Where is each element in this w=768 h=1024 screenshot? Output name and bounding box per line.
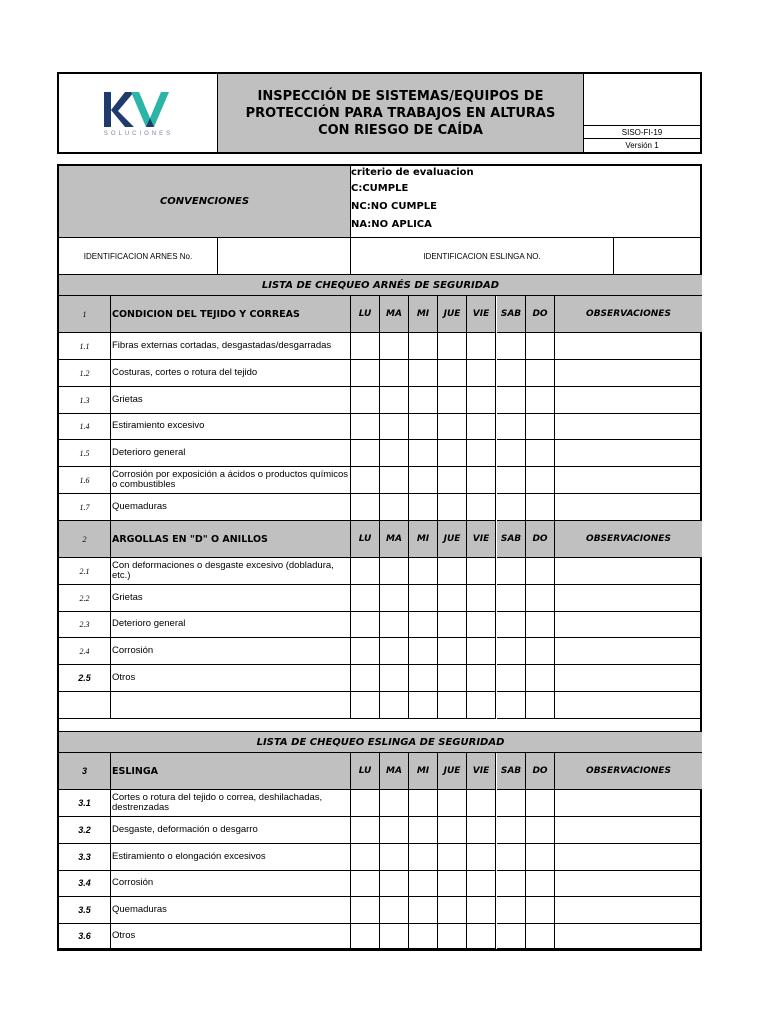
item-description: Estiramiento excesivo: [111, 413, 351, 440]
check-cell-jue[interactable]: [438, 387, 467, 414]
day-header-lu: LU: [351, 753, 380, 790]
criteria-title: criterio de evaluacion: [351, 167, 474, 178]
item-number: 2.3: [59, 611, 111, 638]
check-cell-sab[interactable]: [497, 638, 526, 665]
day-header-jue: JUE: [438, 753, 467, 790]
item-description: Grietas: [111, 585, 351, 612]
check-cell-sab[interactable]: [497, 665, 526, 692]
item-description: Grietas: [111, 387, 351, 414]
item-description: [111, 692, 351, 719]
check-cell-vie[interactable]: [467, 638, 496, 665]
check-cell-mi[interactable]: [409, 494, 438, 521]
checklist-table: [57, 164, 702, 951]
day-header-mi: MI: [409, 753, 438, 790]
check-cell-ma[interactable]: [380, 692, 409, 719]
eslinga-id-field[interactable]: [614, 238, 702, 275]
item-number: 1.5: [59, 440, 111, 467]
observations-header: OBSERVACIONES: [555, 753, 702, 790]
day-header-sab: SAB: [497, 753, 526, 790]
day-header-do: DO: [526, 753, 555, 790]
check-cell-ma[interactable]: [380, 387, 409, 414]
item-description: Desgaste, deformación o desgarro: [111, 817, 351, 844]
check-cell-do[interactable]: [526, 558, 555, 585]
check-cell-lu[interactable]: [351, 558, 380, 585]
check-cell-jue[interactable]: [438, 585, 467, 612]
check-cell-ma[interactable]: [380, 870, 409, 897]
check-cell-ma[interactable]: [380, 897, 409, 924]
day-header-ma: MA: [380, 296, 409, 333]
check-cell-lu[interactable]: [351, 817, 380, 844]
criteria-na: NA:NO APLICA: [351, 219, 432, 230]
check-cell-sab[interactable]: [497, 413, 526, 440]
kv-logo: [59, 74, 218, 152]
item-number: 3.1: [59, 790, 111, 817]
observations-cell[interactable]: [555, 585, 702, 612]
group-title: CONDICION DEL TEJIDO Y CORREAS: [111, 296, 351, 333]
check-cell-lu[interactable]: [351, 585, 380, 612]
form-code: SISO-FI-19: [584, 125, 700, 139]
item-number: 2.1: [59, 558, 111, 585]
check-cell-ma[interactable]: [380, 585, 409, 612]
check-cell-lu[interactable]: [351, 638, 380, 665]
item-number: 3.2: [59, 817, 111, 844]
check-cell-jue[interactable]: [438, 692, 467, 719]
form-header: [57, 72, 702, 154]
check-cell-lu[interactable]: [351, 844, 380, 871]
check-cell-ma[interactable]: [380, 467, 409, 494]
check-cell-ma[interactable]: [380, 558, 409, 585]
check-cell-sab[interactable]: [497, 897, 526, 924]
check-cell-sab[interactable]: [497, 333, 526, 360]
check-cell-lu[interactable]: [351, 467, 380, 494]
check-cell-jue[interactable]: [438, 440, 467, 467]
check-cell-jue[interactable]: [438, 467, 467, 494]
check-cell-mi[interactable]: [409, 360, 438, 387]
check-cell-vie[interactable]: [467, 817, 496, 844]
group-number: 1: [59, 296, 111, 333]
item-number: 1.7: [59, 494, 111, 521]
check-cell-ma[interactable]: [380, 611, 409, 638]
check-cell-mi[interactable]: [409, 692, 438, 719]
check-cell-lu[interactable]: [351, 387, 380, 414]
check-cell-lu[interactable]: [351, 692, 380, 719]
check-cell-sab[interactable]: [497, 844, 526, 871]
check-cell-mi[interactable]: [409, 611, 438, 638]
observations-cell[interactable]: [555, 897, 702, 924]
check-cell-vie[interactable]: [467, 494, 496, 521]
check-cell-lu[interactable]: [351, 440, 380, 467]
check-cell-lu[interactable]: [351, 360, 380, 387]
observations-cell[interactable]: [555, 924, 702, 949]
logo-subtitle: SOLUCIONES: [103, 131, 174, 137]
check-cell-mi[interactable]: [409, 817, 438, 844]
check-cell-do[interactable]: [526, 585, 555, 612]
check-cell-jue[interactable]: [438, 790, 467, 817]
observations-cell[interactable]: [555, 692, 702, 719]
item-description: Cortes o rotura del tejido o correa, deshilachadas, destrenzadas: [111, 790, 351, 817]
form-title: INSPECCIÓN DE SISTEMAS/EQUIPOS DE PROTECCIÓN PARA TRABAJOS EN ALTURAS CON RIESGO DE CAÍDA: [218, 74, 584, 152]
check-cell-jue[interactable]: [438, 494, 467, 521]
check-cell-lu[interactable]: [351, 897, 380, 924]
check-cell-jue[interactable]: [438, 870, 467, 897]
group-number: 2: [59, 521, 111, 558]
item-description: Otros: [111, 665, 351, 692]
check-cell-vie[interactable]: [467, 665, 496, 692]
check-cell-do[interactable]: [526, 790, 555, 817]
check-cell-vie[interactable]: [467, 467, 496, 494]
check-cell-jue[interactable]: [438, 360, 467, 387]
check-cell-do[interactable]: [526, 494, 555, 521]
check-cell-sab[interactable]: [497, 692, 526, 719]
check-cell-jue[interactable]: [438, 611, 467, 638]
item-description: Corrosión: [111, 870, 351, 897]
check-cell-ma[interactable]: [380, 844, 409, 871]
check-cell-sab[interactable]: [497, 360, 526, 387]
check-cell-vie[interactable]: [467, 692, 496, 719]
day-header-do: DO: [526, 521, 555, 558]
check-cell-do[interactable]: [526, 844, 555, 871]
item-number: 3.3: [59, 844, 111, 871]
check-cell-mi[interactable]: [409, 844, 438, 871]
check-cell-mi[interactable]: [409, 638, 438, 665]
check-cell-sab[interactable]: [497, 817, 526, 844]
check-cell-mi[interactable]: [409, 924, 438, 949]
eslinga-section-title: LISTA DE CHEQUEO ESLINGA DE SEGURIDAD: [59, 732, 702, 753]
check-cell-vie[interactable]: [467, 924, 496, 949]
check-cell-sab[interactable]: [497, 790, 526, 817]
item-number: 1.2: [59, 360, 111, 387]
check-cell-do[interactable]: [526, 665, 555, 692]
check-cell-vie[interactable]: [467, 611, 496, 638]
check-cell-do[interactable]: [526, 611, 555, 638]
item-description: Costuras, cortes o rotura del tejido: [111, 360, 351, 387]
check-cell-mi[interactable]: [409, 440, 438, 467]
observations-cell[interactable]: [555, 638, 702, 665]
check-cell-ma[interactable]: [380, 333, 409, 360]
day-header-sab: SAB: [497, 521, 526, 558]
check-cell-sab[interactable]: [497, 870, 526, 897]
item-description: Deterioro general: [111, 611, 351, 638]
check-cell-sab[interactable]: [497, 467, 526, 494]
check-cell-do[interactable]: [526, 638, 555, 665]
day-header-sab: SAB: [497, 296, 526, 333]
check-cell-lu[interactable]: [351, 870, 380, 897]
check-cell-vie[interactable]: [467, 844, 496, 871]
observations-cell[interactable]: [555, 494, 702, 521]
check-cell-vie[interactable]: [467, 413, 496, 440]
check-cell-ma[interactable]: [380, 817, 409, 844]
observations-cell[interactable]: [555, 360, 702, 387]
form-version: Versión 1: [584, 138, 700, 152]
check-cell-vie[interactable]: [467, 360, 496, 387]
check-cell-do[interactable]: [526, 387, 555, 414]
check-cell-lu[interactable]: [351, 665, 380, 692]
check-cell-jue[interactable]: [438, 413, 467, 440]
check-cell-jue[interactable]: [438, 844, 467, 871]
item-description: Estiramiento o elongación excesivos: [111, 844, 351, 871]
check-cell-sab[interactable]: [497, 494, 526, 521]
check-cell-do[interactable]: [526, 360, 555, 387]
item-description: Fibras externas cortadas, desgastadas/desgarradas: [111, 333, 351, 360]
check-cell-mi[interactable]: [409, 387, 438, 414]
check-cell-vie[interactable]: [467, 440, 496, 467]
check-cell-vie[interactable]: [467, 585, 496, 612]
day-header-jue: JUE: [438, 296, 467, 333]
check-cell-lu[interactable]: [351, 333, 380, 360]
check-cell-sab[interactable]: [497, 585, 526, 612]
group-number: 3: [59, 753, 111, 790]
item-description: Quemaduras: [111, 494, 351, 521]
check-cell-vie[interactable]: [467, 387, 496, 414]
observations-header: OBSERVACIONES: [555, 521, 702, 558]
arnes-section-title: LISTA DE CHEQUEO ARNÉS DE SEGURIDAD: [59, 275, 702, 296]
item-description: Deterioro general: [111, 440, 351, 467]
check-cell-do[interactable]: [526, 924, 555, 949]
day-header-lu: LU: [351, 296, 380, 333]
observations-cell[interactable]: [555, 440, 702, 467]
check-cell-vie[interactable]: [467, 333, 496, 360]
observations-header: OBSERVACIONES: [555, 296, 702, 333]
check-cell-do[interactable]: [526, 440, 555, 467]
observations-cell[interactable]: [555, 844, 702, 871]
item-description: Corrosión: [111, 638, 351, 665]
day-header-vie: VIE: [467, 521, 496, 558]
day-header-do: DO: [526, 296, 555, 333]
item-number: 1.3: [59, 387, 111, 414]
arnes-id-label: IDENTIFICACION ARNES No.: [59, 238, 218, 275]
check-cell-vie[interactable]: [467, 558, 496, 585]
observations-cell[interactable]: [555, 387, 702, 414]
item-number: 3.5: [59, 897, 111, 924]
item-number: 1.1: [59, 333, 111, 360]
criteria-nc: NC:NO CUMPLE: [351, 201, 438, 212]
spacer-row: [59, 719, 702, 732]
observations-cell[interactable]: [555, 817, 702, 844]
item-description: Con deformaciones o desgaste excesivo (dobladura, etc.): [111, 558, 351, 585]
item-description: Otros: [111, 924, 351, 949]
check-cell-sab[interactable]: [497, 611, 526, 638]
observations-cell[interactable]: [555, 611, 702, 638]
criteria-c: C:CUMPLE: [351, 183, 409, 194]
check-cell-do[interactable]: [526, 467, 555, 494]
check-cell-lu[interactable]: [351, 924, 380, 949]
item-number: 2.2: [59, 585, 111, 612]
check-cell-ma[interactable]: [380, 413, 409, 440]
check-cell-lu[interactable]: [351, 413, 380, 440]
day-header-ma: MA: [380, 521, 409, 558]
item-number: [59, 692, 111, 719]
check-cell-sab[interactable]: [497, 558, 526, 585]
check-cell-mi[interactable]: [409, 467, 438, 494]
item-description: Corrosión por exposición a ácidos o productos químicos o combustibles: [111, 467, 351, 494]
check-cell-jue[interactable]: [438, 924, 467, 949]
item-number: 3.4: [59, 870, 111, 897]
check-cell-jue[interactable]: [438, 558, 467, 585]
check-cell-ma[interactable]: [380, 360, 409, 387]
observations-cell[interactable]: [555, 333, 702, 360]
day-header-mi: MI: [409, 296, 438, 333]
check-cell-ma[interactable]: [380, 924, 409, 949]
check-cell-do[interactable]: [526, 897, 555, 924]
check-cell-mi[interactable]: [409, 585, 438, 612]
observations-cell[interactable]: [555, 870, 702, 897]
conventions-label: CONVENCIONES: [59, 166, 351, 238]
day-header-mi: MI: [409, 521, 438, 558]
check-cell-jue[interactable]: [438, 665, 467, 692]
check-cell-mi[interactable]: [409, 790, 438, 817]
observations-cell[interactable]: [555, 558, 702, 585]
check-cell-do[interactable]: [526, 413, 555, 440]
check-cell-mi[interactable]: [409, 413, 438, 440]
group-title: ESLINGA: [111, 753, 351, 790]
day-header-ma: MA: [380, 753, 409, 790]
check-cell-jue[interactable]: [438, 638, 467, 665]
item-number: 1.4: [59, 413, 111, 440]
check-cell-vie[interactable]: [467, 790, 496, 817]
arnes-id-field[interactable]: [218, 238, 351, 275]
check-cell-ma[interactable]: [380, 638, 409, 665]
check-cell-do[interactable]: [526, 692, 555, 719]
check-cell-do[interactable]: [526, 870, 555, 897]
check-cell-ma[interactable]: [380, 494, 409, 521]
check-cell-mi[interactable]: [409, 665, 438, 692]
logo-cell: [59, 74, 218, 152]
item-description: Quemaduras: [111, 897, 351, 924]
check-cell-sab[interactable]: [497, 387, 526, 414]
check-cell-mi[interactable]: [409, 897, 438, 924]
check-cell-mi[interactable]: [409, 558, 438, 585]
check-cell-mi[interactable]: [409, 870, 438, 897]
day-header-vie: VIE: [467, 753, 496, 790]
item-number: 2.5: [59, 665, 111, 692]
eslinga-id-label: IDENTIFICACION ESLINGA NO.: [351, 238, 614, 275]
check-cell-lu[interactable]: [351, 494, 380, 521]
check-cell-jue[interactable]: [438, 897, 467, 924]
observations-cell[interactable]: [555, 413, 702, 440]
check-cell-sab[interactable]: [497, 924, 526, 949]
observations-cell[interactable]: [555, 790, 702, 817]
criteria-box: [351, 166, 702, 238]
observations-cell[interactable]: [555, 665, 702, 692]
check-cell-ma[interactable]: [380, 440, 409, 467]
group-title: ARGOLLAS EN "D" O ANILLOS: [111, 521, 351, 558]
check-cell-ma[interactable]: [380, 790, 409, 817]
item-number: 2.4: [59, 638, 111, 665]
day-header-lu: LU: [351, 521, 380, 558]
item-number: 1.6: [59, 467, 111, 494]
check-cell-jue[interactable]: [438, 817, 467, 844]
observations-cell[interactable]: [555, 467, 702, 494]
check-cell-vie[interactable]: [467, 897, 496, 924]
day-header-jue: JUE: [438, 521, 467, 558]
check-cell-lu[interactable]: [351, 790, 380, 817]
check-cell-do[interactable]: [526, 333, 555, 360]
item-number: 3.6: [59, 924, 111, 949]
check-cell-jue[interactable]: [438, 333, 467, 360]
check-cell-sab[interactable]: [497, 440, 526, 467]
day-header-vie: VIE: [467, 296, 496, 333]
check-cell-ma[interactable]: [380, 665, 409, 692]
check-cell-do[interactable]: [526, 817, 555, 844]
check-cell-mi[interactable]: [409, 333, 438, 360]
check-cell-vie[interactable]: [467, 870, 496, 897]
check-cell-lu[interactable]: [351, 611, 380, 638]
